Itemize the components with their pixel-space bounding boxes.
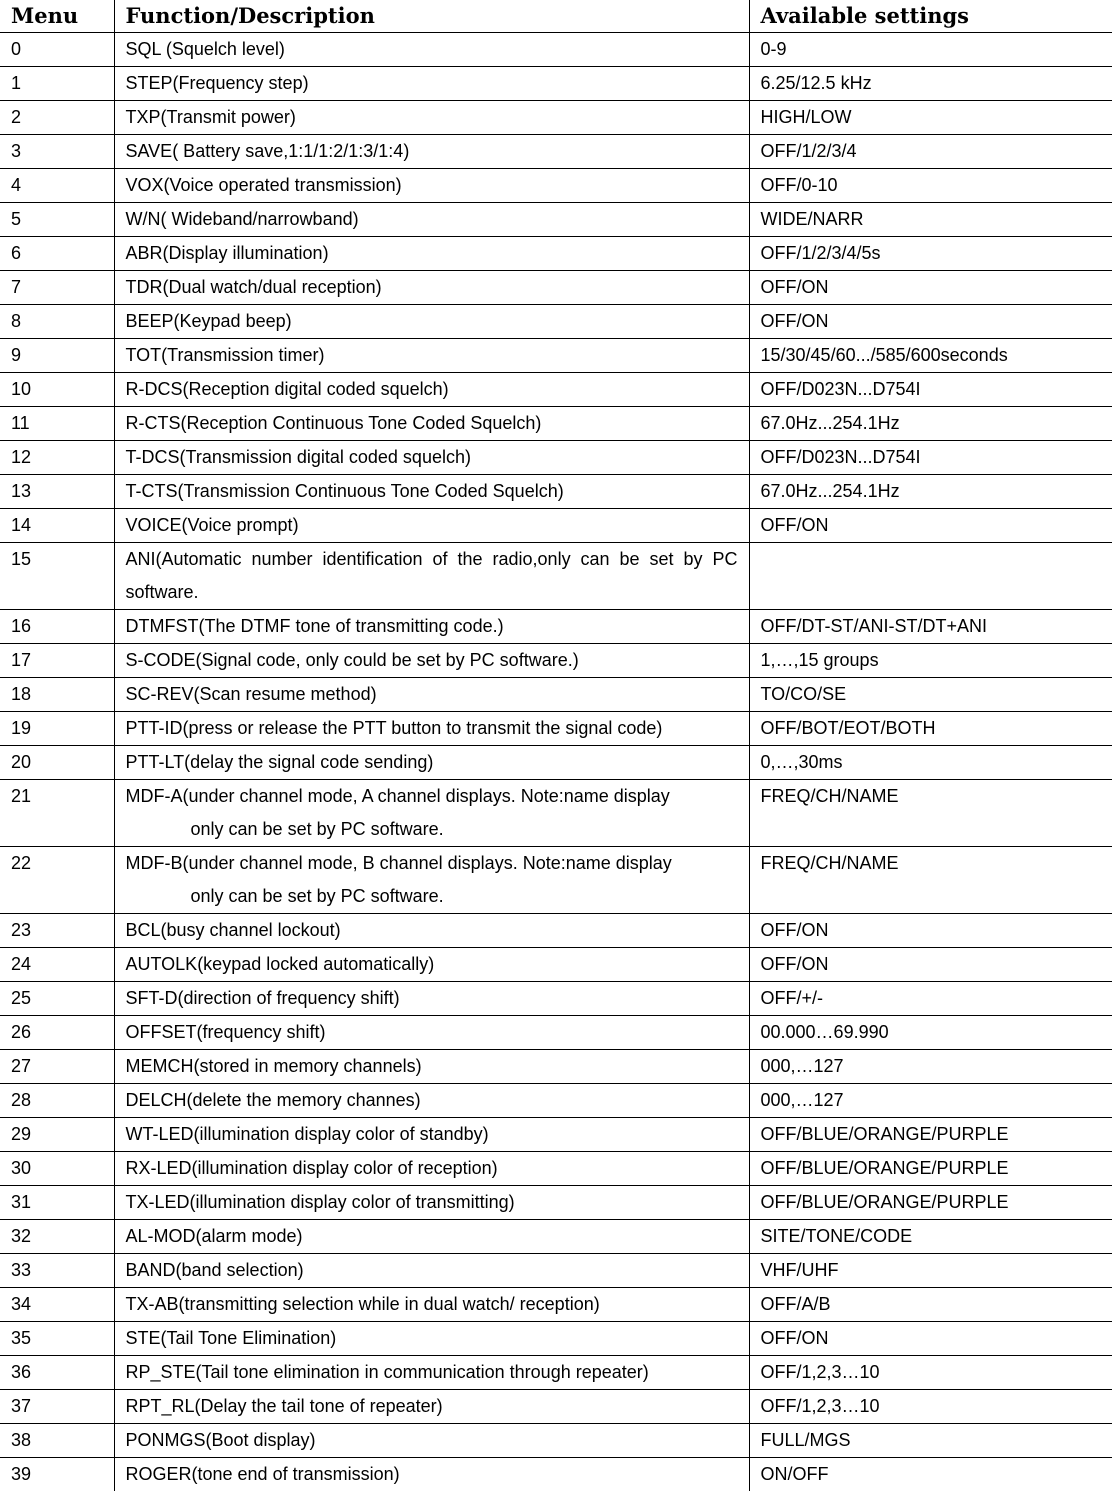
settings-cell: OFF/BLUE/ORANGE/PURPLE: [749, 1152, 1112, 1186]
function-cell: DTMFST(The DTMF tone of transmitting code.): [114, 610, 749, 644]
function-cell: RP_STE(Tail tone elimination in communication through repeater): [114, 1356, 749, 1390]
menu-number-cell: 36: [0, 1356, 114, 1390]
table-row: [0, 1220, 1112, 1254]
settings-cell: OFF/BLUE/ORANGE/PURPLE: [749, 1186, 1112, 1220]
table-row: [0, 847, 1112, 914]
settings-cell: OFF/1,2,3…10: [749, 1356, 1112, 1390]
function-cell: WT-LED(illumination display color of standby): [114, 1118, 749, 1152]
menu-number-cell: 3: [0, 135, 114, 169]
table-row: [0, 543, 1112, 610]
function-cell: SQL (Squelch level): [114, 33, 749, 67]
table-row: [0, 135, 1112, 169]
table-row: [0, 1356, 1112, 1390]
function-text: MDF-B(under channel mode, B channel displays. Note:name display: [126, 847, 738, 880]
function-cell: OFFSET(frequency shift): [114, 1016, 749, 1050]
menu-number-cell: 33: [0, 1254, 114, 1288]
table-row: [0, 407, 1112, 441]
menu-number-cell: 12: [0, 441, 114, 475]
menu-number-cell: 19: [0, 712, 114, 746]
function-cell: ABR(Display illumination): [114, 237, 749, 271]
table-body: [0, 33, 1112, 1491]
settings-cell: OFF/1/2/3/4/5s: [749, 237, 1112, 271]
function-cell: DELCH(delete the memory channes): [114, 1084, 749, 1118]
settings-cell: OFF/DT-ST/ANI-ST/DT+ANI: [749, 610, 1112, 644]
table-row: [0, 1288, 1112, 1322]
menu-number-cell: 34: [0, 1288, 114, 1322]
function-cell: S-CODE(Signal code, only could be set by PC software.): [114, 644, 749, 678]
menu-number-cell: 24: [0, 948, 114, 982]
settings-cell: 000,…127: [749, 1084, 1112, 1118]
table-row: [0, 237, 1112, 271]
function-cell: R-CTS(Reception Continuous Tone Coded Squelch): [114, 407, 749, 441]
function-cell: AUTOLK(keypad locked automatically): [114, 948, 749, 982]
function-cell: PTT-ID(press or release the PTT button to transmit the signal code): [114, 712, 749, 746]
header-settings: Available settings: [749, 0, 1112, 33]
settings-cell: WIDE/NARR: [749, 203, 1112, 237]
table-row: [0, 101, 1112, 135]
menu-number-cell: 8: [0, 305, 114, 339]
menu-number-cell: 20: [0, 746, 114, 780]
function-cell: BEEP(Keypad beep): [114, 305, 749, 339]
function-cell: BCL(busy channel lockout): [114, 914, 749, 948]
function-cell: BAND(band selection): [114, 1254, 749, 1288]
menu-number-cell: 2: [0, 101, 114, 135]
settings-cell: FREQ/CH/NAME: [749, 847, 1112, 914]
function-cell: RPT_RL(Delay the tail tone of repeater): [114, 1390, 749, 1424]
settings-cell: OFF/ON: [749, 305, 1112, 339]
settings-cell: OFF/0-10: [749, 169, 1112, 203]
table-row: [0, 948, 1112, 982]
table-row: [0, 475, 1112, 509]
settings-cell: OFF/1/2/3/4: [749, 135, 1112, 169]
settings-cell: OFF/BLUE/ORANGE/PURPLE: [749, 1118, 1112, 1152]
menu-number-cell: 38: [0, 1424, 114, 1458]
settings-cell: OFF/ON: [749, 948, 1112, 982]
settings-cell: OFF/D023N...D754I: [749, 373, 1112, 407]
function-cell: TX-LED(illumination display color of transmitting): [114, 1186, 749, 1220]
function-cell: [114, 780, 749, 847]
function-cell: SAVE( Battery save,1:1/1:2/1:3/1:4): [114, 135, 749, 169]
menu-number-cell: 28: [0, 1084, 114, 1118]
header-row: [0, 0, 1112, 33]
table-row: [0, 373, 1112, 407]
table-row: [0, 33, 1112, 67]
function-text-continued: only can be set by PC software.: [126, 880, 738, 913]
settings-cell: ON/OFF: [749, 1458, 1112, 1491]
settings-cell: 000,…127: [749, 1050, 1112, 1084]
menu-number-cell: 4: [0, 169, 114, 203]
settings-cell: FULL/MGS: [749, 1424, 1112, 1458]
function-cell: MEMCH(stored in memory channels): [114, 1050, 749, 1084]
menu-number-cell: 6: [0, 237, 114, 271]
function-cell: T-CTS(Transmission Continuous Tone Coded Squelch): [114, 475, 749, 509]
table-row: [0, 1322, 1112, 1356]
table-row: [0, 271, 1112, 305]
menu-number-cell: 25: [0, 982, 114, 1016]
settings-cell: OFF/1,2,3…10: [749, 1390, 1112, 1424]
table-row: [0, 67, 1112, 101]
function-cell: TX-AB(transmitting selection while in dual watch/ reception): [114, 1288, 749, 1322]
table-row: [0, 509, 1112, 543]
function-cell: R-DCS(Reception digital coded squelch): [114, 373, 749, 407]
settings-cell: HIGH/LOW: [749, 101, 1112, 135]
menu-number-cell: 29: [0, 1118, 114, 1152]
menu-number-cell: 5: [0, 203, 114, 237]
function-cell: [114, 847, 749, 914]
settings-cell: TO/CO/SE: [749, 678, 1112, 712]
menu-number-cell: 32: [0, 1220, 114, 1254]
settings-cell: 1,…,15 groups: [749, 644, 1112, 678]
settings-cell: 67.0Hz...254.1Hz: [749, 475, 1112, 509]
settings-cell: OFF/BOT/EOT/BOTH: [749, 712, 1112, 746]
menu-number-cell: 31: [0, 1186, 114, 1220]
menu-number-cell: 11: [0, 407, 114, 441]
function-text-continued: only can be set by PC software.: [126, 813, 738, 846]
menu-number-cell: 26: [0, 1016, 114, 1050]
function-cell: W/N( Wideband/narrowband): [114, 203, 749, 237]
settings-cell: 67.0Hz...254.1Hz: [749, 407, 1112, 441]
menu-number-cell: 22: [0, 847, 114, 914]
table-row: [0, 1084, 1112, 1118]
table-row: [0, 1186, 1112, 1220]
menu-number-cell: 39: [0, 1458, 114, 1491]
menu-number-cell: 17: [0, 644, 114, 678]
function-cell: VOICE(Voice prompt): [114, 509, 749, 543]
function-cell: RX-LED(illumination display color of reception): [114, 1152, 749, 1186]
function-cell: TOT(Transmission timer): [114, 339, 749, 373]
function-cell: TDR(Dual watch/dual reception): [114, 271, 749, 305]
function-cell: ROGER(tone end of transmission): [114, 1458, 749, 1491]
function-cell: STEP(Frequency step): [114, 67, 749, 101]
settings-cell: SITE/TONE/CODE: [749, 1220, 1112, 1254]
table-row: [0, 1390, 1112, 1424]
settings-cell: 15/30/45/60.../585/600seconds: [749, 339, 1112, 373]
function-text: MDF-A(under channel mode, A channel displays. Note:name display: [126, 780, 738, 813]
table-row: [0, 610, 1112, 644]
table-row: [0, 305, 1112, 339]
table-row: [0, 169, 1112, 203]
header-menu: Menu: [0, 0, 114, 33]
table-row: [0, 1050, 1112, 1084]
table-row: [0, 644, 1112, 678]
table-row: [0, 982, 1112, 1016]
table-row: [0, 441, 1112, 475]
table-row: [0, 203, 1112, 237]
table-row: [0, 1016, 1112, 1050]
menu-number-cell: 30: [0, 1152, 114, 1186]
table-row: [0, 1254, 1112, 1288]
function-cell: SC-REV(Scan resume method): [114, 678, 749, 712]
menu-number-cell: 23: [0, 914, 114, 948]
function-cell: ANI(Automatic number identification of the radio,only can be set by PC software.: [114, 543, 749, 610]
settings-cell: OFF/D023N...D754I: [749, 441, 1112, 475]
menu-number-cell: 10: [0, 373, 114, 407]
function-cell: VOX(Voice operated transmission): [114, 169, 749, 203]
settings-cell: [749, 543, 1112, 610]
table-row: [0, 678, 1112, 712]
settings-cell: 0-9: [749, 33, 1112, 67]
settings-cell: OFF/ON: [749, 509, 1112, 543]
menu-number-cell: 37: [0, 1390, 114, 1424]
function-cell: AL-MOD(alarm mode): [114, 1220, 749, 1254]
table-row: [0, 1152, 1112, 1186]
settings-cell: 00.000…69.990: [749, 1016, 1112, 1050]
table-row: [0, 780, 1112, 847]
menu-number-cell: 27: [0, 1050, 114, 1084]
menu-number-cell: 0: [0, 33, 114, 67]
table-row: [0, 1118, 1112, 1152]
function-cell: PTT-LT(delay the signal code sending): [114, 746, 749, 780]
table-row: [0, 914, 1112, 948]
function-cell: SFT-D(direction of frequency shift): [114, 982, 749, 1016]
settings-cell: OFF/ON: [749, 914, 1112, 948]
menu-number-cell: 35: [0, 1322, 114, 1356]
settings-cell: OFF/A/B: [749, 1288, 1112, 1322]
menu-number-cell: 14: [0, 509, 114, 543]
menu-number-cell: 7: [0, 271, 114, 305]
table-row: [0, 1458, 1112, 1491]
function-cell: TXP(Transmit power): [114, 101, 749, 135]
settings-cell: VHF/UHF: [749, 1254, 1112, 1288]
function-cell: STE(Tail Tone Elimination): [114, 1322, 749, 1356]
settings-cell: OFF/+/-: [749, 982, 1112, 1016]
menu-number-cell: 15: [0, 543, 114, 610]
menu-number-cell: 16: [0, 610, 114, 644]
header-function: Function/Description: [114, 0, 749, 33]
function-cell: T-DCS(Transmission digital coded squelch): [114, 441, 749, 475]
menu-number-cell: 13: [0, 475, 114, 509]
settings-cell: 6.25/12.5 kHz: [749, 67, 1112, 101]
settings-cell: OFF/ON: [749, 1322, 1112, 1356]
table-row: [0, 1424, 1112, 1458]
menu-number-cell: 1: [0, 67, 114, 101]
table-row: [0, 746, 1112, 780]
settings-cell: FREQ/CH/NAME: [749, 780, 1112, 847]
settings-cell: OFF/ON: [749, 271, 1112, 305]
menu-number-cell: 18: [0, 678, 114, 712]
table-row: [0, 339, 1112, 373]
table-row: [0, 712, 1112, 746]
menu-number-cell: 21: [0, 780, 114, 847]
settings-cell: 0,…,30ms: [749, 746, 1112, 780]
menu-number-cell: 9: [0, 339, 114, 373]
function-cell: PONMGS(Boot display): [114, 1424, 749, 1458]
